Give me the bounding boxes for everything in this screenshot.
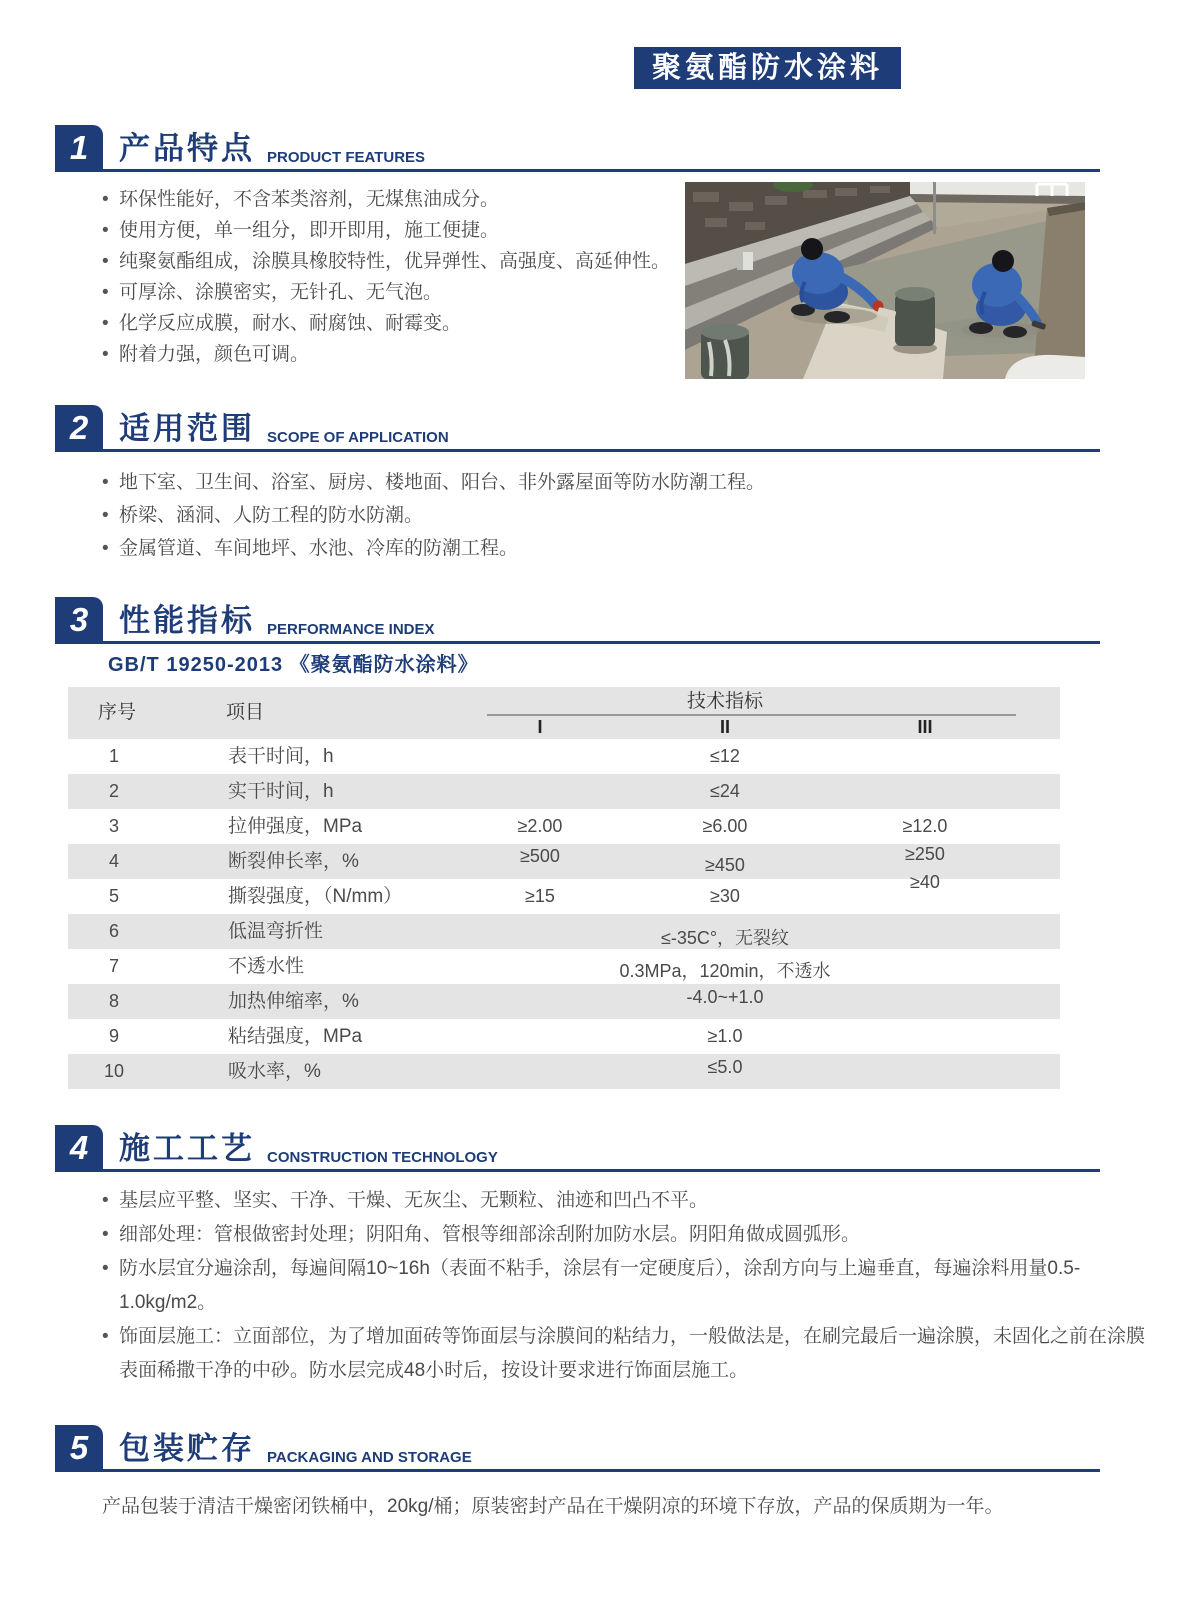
row-value: ≥40 [910, 872, 940, 892]
table-row [68, 949, 1060, 984]
section-4-title-en: CONSTRUCTION TECHNOLOGY [267, 1149, 498, 1166]
section-3-title-en: PERFORMANCE INDEX [267, 621, 435, 638]
row-value: ≥250 [905, 844, 945, 864]
row-value: ≥1.0 [707, 1026, 743, 1046]
table-row [68, 914, 1060, 949]
section-5-title-en: PACKAGING AND STORAGE [267, 1449, 472, 1466]
list-item: • 化学反应成膜，耐水、耐腐蚀、耐霉变。 [100, 308, 700, 339]
column-header-grade-2: II [719, 717, 730, 737]
column-header-no: 序号 [98, 702, 137, 723]
row-item: 表干时间，h [228, 746, 334, 767]
section-3-number-badge: 3 [55, 597, 103, 641]
standard-reference: GB/T 19250-2013 《聚氨酯防水涂料》 [108, 654, 479, 676]
row-item: 低温弯折性 [228, 921, 324, 942]
list-item: • 附着力强，颜色可调。 [100, 339, 700, 370]
section-1-title-cn: 产品特点 [119, 131, 255, 166]
row-no: 1 [108, 746, 119, 766]
table-row [68, 872, 1060, 914]
row-value: ≤24 [710, 781, 740, 801]
scope-of-application-list [100, 466, 1040, 565]
section-1-title-en: PRODUCT FEATURES [267, 149, 426, 166]
section-5-number-badge: 5 [55, 1425, 103, 1469]
list-item: • 纯聚氨酯组成，涂膜具橡胶特性，优异弹性、高强度、高延伸性。 [100, 246, 700, 277]
section-4-heading [55, 1124, 1100, 1172]
performance-index-table [68, 687, 1060, 1089]
row-no: 2 [108, 781, 119, 801]
row-value: -4.0~+1.0 [686, 987, 764, 1007]
workers-applying-coating-illustration [685, 182, 1085, 379]
list-item: • 金属管道、车间地坪、水池、冷库的防潮工程。 [100, 532, 1040, 565]
row-no: 9 [108, 1026, 119, 1046]
row-no: 6 [108, 921, 119, 941]
section-3-title-cn: 性能指标 [119, 603, 255, 638]
row-item: 实干时间，h [228, 781, 334, 802]
row-item: 断裂伸长率，% [228, 851, 359, 872]
section-4-number-badge: 4 [55, 1125, 103, 1169]
list-item: • 环保性能好，不含苯类溶剂，无煤焦油成分。 [100, 184, 700, 215]
section-2-number-badge: 2 [55, 405, 103, 449]
list-item: • 防水层宜分遍涂刮，每遍间隔10~16h（表面不粘手，涂层有一定硬度后），涂刮方向与上遍垂直，每遍涂料用量0.5-1.0kg/m2。 [100, 1252, 1162, 1320]
packaging-storage-paragraph: 产品包装于清洁干燥密闭铁桶中，20kg/桶；原装密封产品在干燥阴凉的环境下存放，产品的保质期为一年。 [102, 1496, 1004, 1517]
row-no: 10 [103, 1061, 125, 1081]
section-5-title-cn: 包装贮存 [119, 1431, 255, 1466]
row-value: ≥12.0 [902, 816, 948, 836]
row-value: ≥30 [710, 886, 740, 906]
row-value: ≥6.00 [702, 816, 748, 836]
row-value: ≥15 [525, 886, 555, 906]
row-item: 粘结强度，MPa [228, 1026, 363, 1047]
row-item: 加热伸缩率，% [228, 991, 359, 1012]
list-item: • 细部处理：管根做密封处理；阴阳角、管根等细部涂刮附加防水层。阴阳角做成圆弧形。 [100, 1218, 1162, 1252]
row-item: 撕裂强度，（N/mm） [228, 886, 403, 907]
column-header-grade-1: I [537, 717, 543, 737]
table-row [68, 774, 1060, 809]
list-item: • 地下室、卫生间、浴室、厨房、楼地面、阳台、非外露屋面等防水防潮工程。 [100, 466, 1040, 499]
row-value: ≥500 [520, 846, 560, 866]
row-no: 8 [108, 991, 119, 1011]
list-item: • 桥梁、涵洞、人防工程的防水防潮。 [100, 499, 1040, 532]
product-photo [685, 182, 1085, 379]
row-no: 3 [108, 816, 119, 836]
section-1-number-badge: 1 [55, 125, 103, 169]
section-3-heading [55, 596, 1100, 644]
row-item: 不透水性 [228, 956, 305, 977]
row-value: ≤12 [710, 746, 740, 766]
section-2-heading [55, 404, 1100, 452]
product-features-list [100, 184, 700, 370]
column-header-index: 技术指标 [686, 691, 763, 712]
row-no: 7 [108, 956, 119, 976]
row-item: 吸水率，% [228, 1061, 321, 1082]
table-header [68, 687, 1060, 739]
row-value: 0.3MPa，120min，不透水 [619, 961, 831, 981]
row-no: 5 [108, 886, 119, 906]
list-item: • 可厚涂、涂膜密实，无针孔、无气泡。 [100, 277, 700, 308]
column-header-grade-3: III [917, 717, 933, 737]
row-value: ≥2.00 [517, 816, 563, 836]
row-no: 4 [108, 851, 119, 871]
column-header-item: 项目 [226, 702, 265, 723]
section-2-title-en: SCOPE OF APPLICATION [267, 429, 449, 446]
section-1-heading [55, 124, 1100, 172]
section-5-heading [55, 1424, 1100, 1472]
list-item: • 使用方便，单一组分，即开即用，施工便捷。 [100, 215, 700, 246]
row-value: ≤-35C°，无裂纹 [660, 928, 790, 948]
table-row [68, 1019, 1060, 1054]
page-title-banner: 聚氨酯防水涂料 [634, 47, 901, 89]
section-2-title-cn: 适用范围 [119, 411, 255, 446]
table-row [68, 739, 1060, 774]
table-row [68, 1054, 1060, 1089]
list-item: • 基层应平整、坚实、干净、干燥、无灰尘、无颗粒、油迹和凹凸不平。 [100, 1184, 1162, 1218]
row-value: ≤5.0 [707, 1057, 743, 1077]
table-row [68, 984, 1060, 1019]
row-value: ≥450 [705, 855, 745, 875]
row-item: 拉伸强度，MPa [228, 816, 363, 837]
list-item: • 饰面层施工：立面部位，为了增加面砖等饰面层与涂膜间的粘结力，一般做法是，在刷完最后一遍涂膜，未固化之前在涂膜表面稀撒干净的中砂。防水层完成48小时后，按设计要求进行饰面层施工。 [100, 1320, 1162, 1388]
construction-technology-list [100, 1184, 1162, 1388]
section-4-title-cn: 施工工艺 [119, 1131, 255, 1166]
